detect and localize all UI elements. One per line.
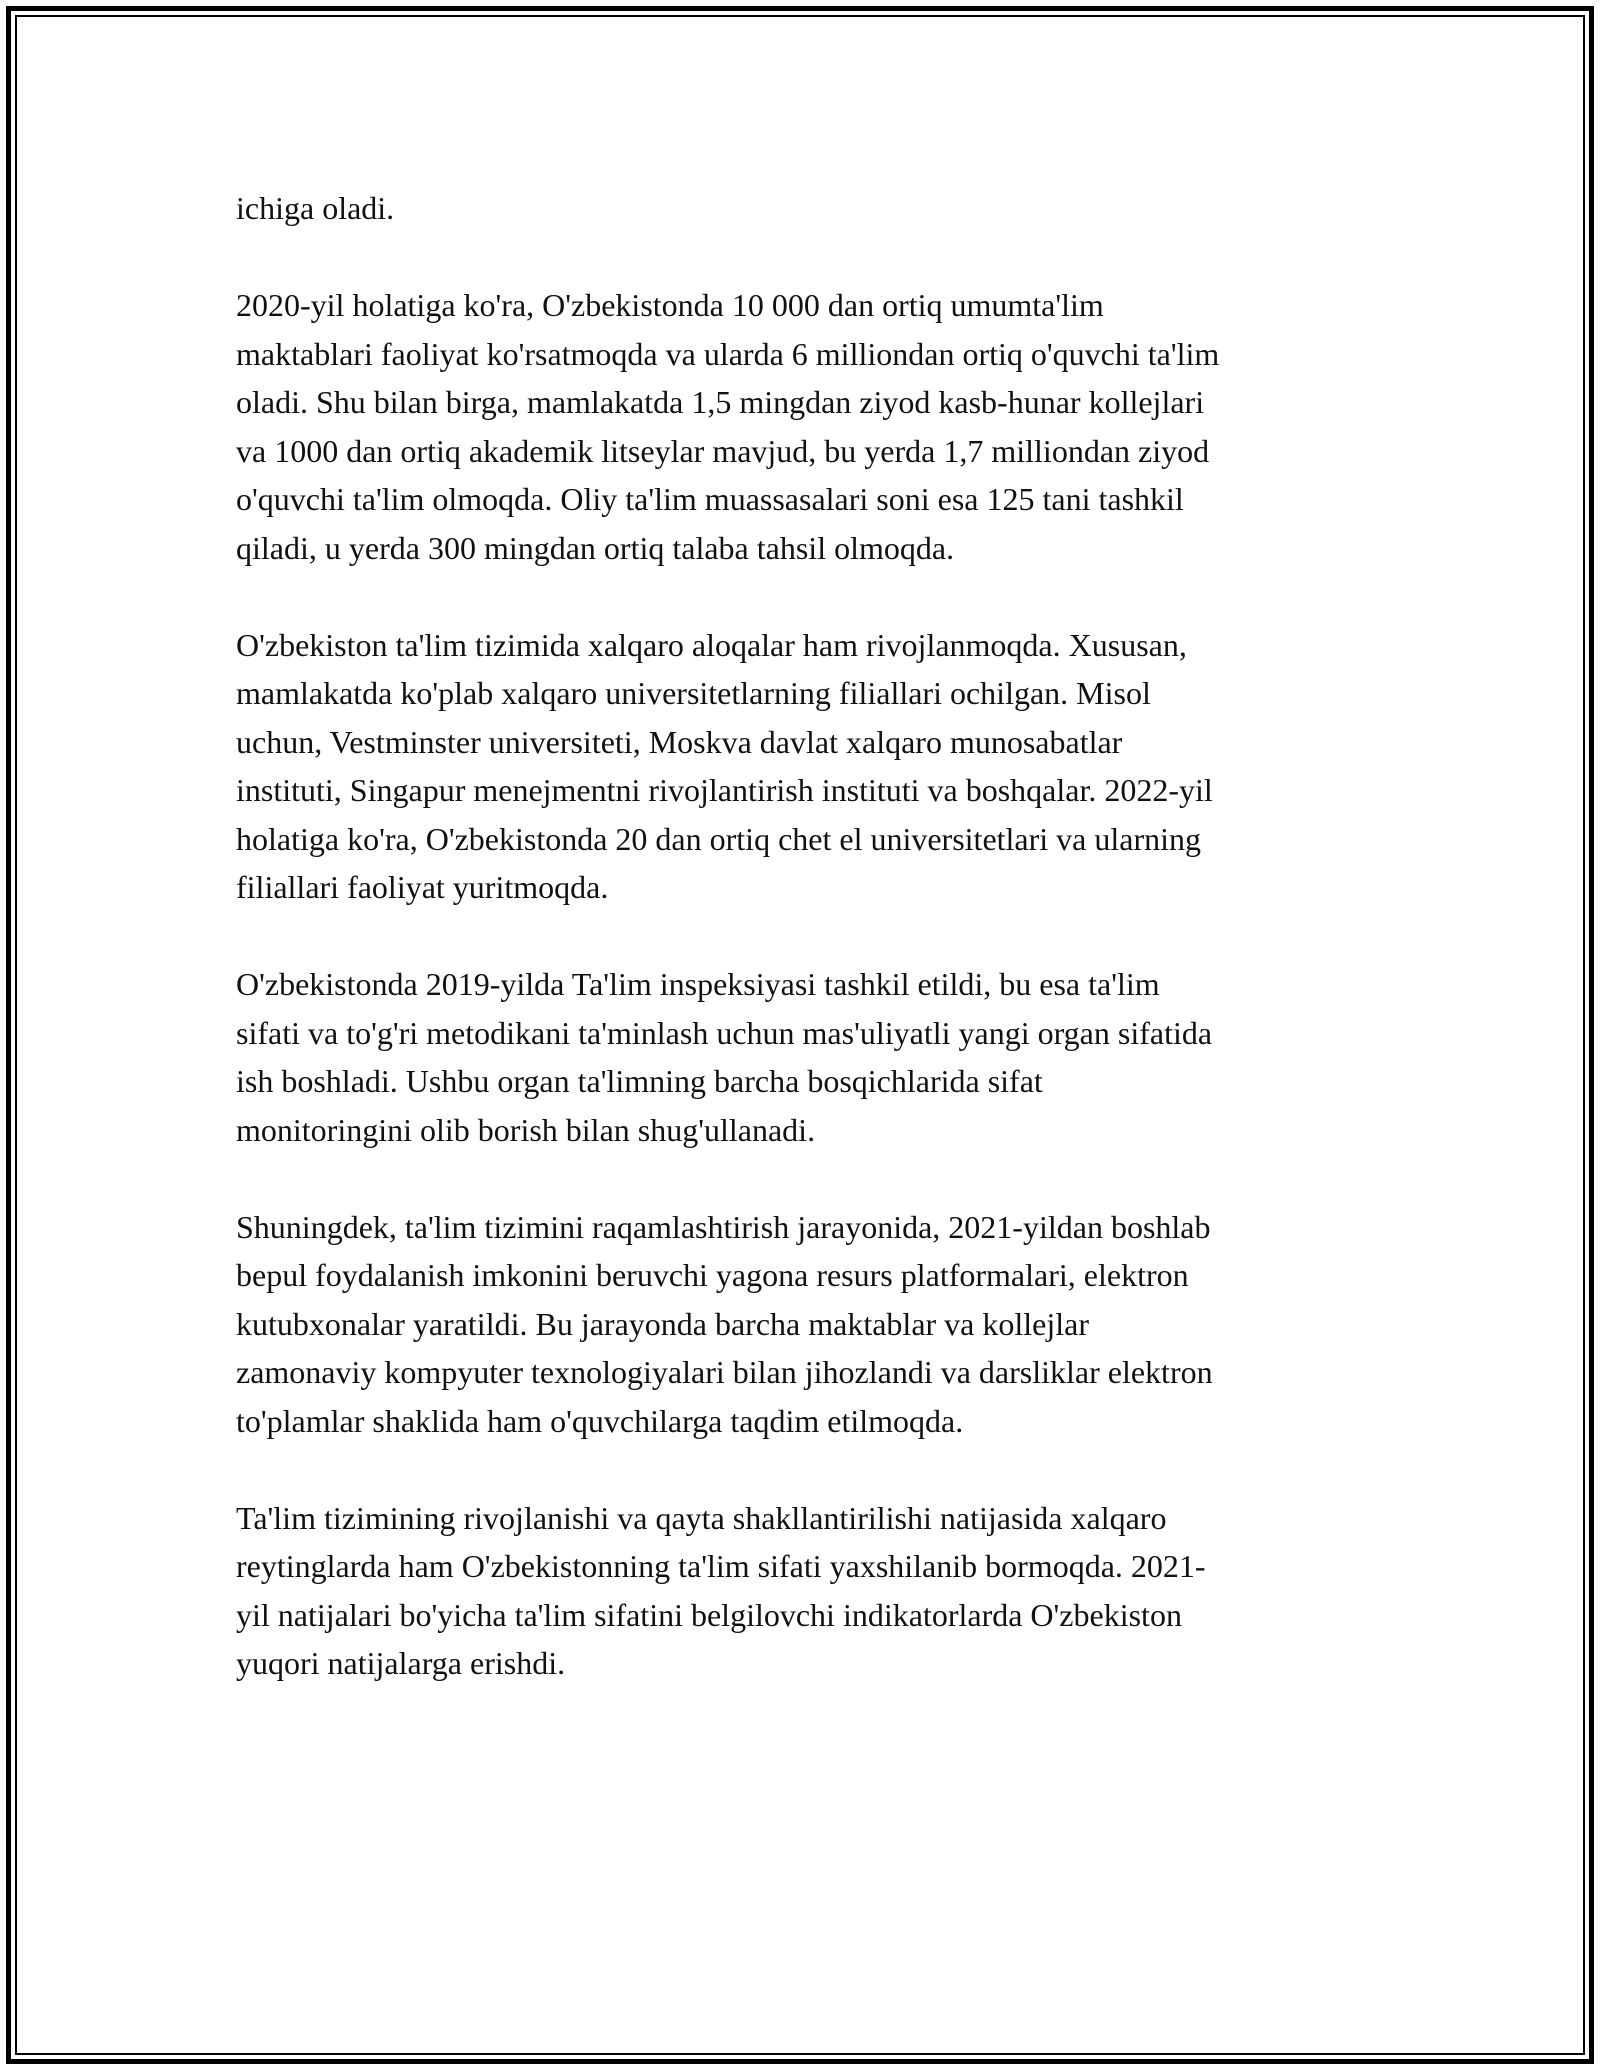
- document-body: [236, 184, 1376, 1736]
- text-line: kutubxonalar yaratildi. Bu jarayonda barcha maktablar va kollejlar: [236, 1305, 1089, 1342]
- text-line: Ta'lim tizimining rivojlanishi va qayta shakllantirilishi natijasida xalqaro: [236, 1499, 1167, 1536]
- text-line: holatiga ko'ra, O'zbekistonda 20 dan ortiq chet el universitetlari va ularning: [236, 820, 1202, 857]
- text-line: ichiga oladi.: [236, 190, 395, 226]
- text-line: to'plamlar shaklida ham o'quvchilarga taqdim etilmoqda.: [236, 1402, 964, 1439]
- text-line: sifati va to'g'ri metodikani ta'minlash uchun mas'uliyatli yangi organ sifatida: [236, 1014, 1213, 1051]
- text-line: oladi. Shu bilan birga, mamlakatda 1,5 mingdan ziyod kasb-hunar kollejlari: [236, 384, 1205, 420]
- text-line: monitoringini olib borish bilan shug'ullanadi.: [236, 1111, 816, 1148]
- text-line: bepul foydalanish imkonini beruvchi yagona resurs platformalari, elektron: [236, 1257, 1189, 1293]
- text-line: Shuningdek, ta'lim tizimini raqamlashtirish jarayonida, 2021-yildan boshlab: [236, 1208, 1211, 1245]
- text-line: 2020-yil holatiga ko'ra, O'zbekistonda 10 000 dan ortiq umumta'lim: [236, 287, 1104, 323]
- text-line: reytinglarda ham O'zbekistonning ta'lim sifati yaxshilanib bormoqda. 2021-: [236, 1548, 1206, 1584]
- paragraph-1: [236, 184, 1376, 233]
- text-line: O'zbekistonda 2019-yilda Ta'lim inspeksiyasi tashkil etildi, bu esa ta'lim: [236, 966, 1160, 1002]
- text-line: O'zbekiston ta'lim tizimida xalqaro aloqalar ham rivojlanmoqda. Xususan,: [236, 626, 1187, 663]
- text-line: va 1000 dan ortiq akademik litseylar mavjud, bu yerda 1,7 milliondan ziyod: [236, 432, 1210, 469]
- text-line: maktablari faoliyat ko'rsatmoqda va ularda 6 milliondan ortiq o'quvchi ta'lim: [236, 335, 1220, 372]
- text-line: uchun, Vestminster universiteti, Moskva davlat xalqaro munosabatlar: [236, 723, 1123, 760]
- paragraph-4: [236, 960, 1376, 1154]
- text-line: yuqori natijalarga erishdi.: [236, 1645, 566, 1681]
- paragraph-6: [236, 1494, 1376, 1688]
- text-line: filiallari faoliyat yuritmoqda.: [236, 869, 609, 905]
- paragraph-5: [236, 1203, 1376, 1446]
- text-line: instituti, Singapur menejmentni rivojlantirish instituti va boshqalar. 2022-yil: [236, 772, 1213, 808]
- text-line: qiladi, u yerda 300 mingdan ortiq talaba tahsil olmoqda.: [236, 529, 955, 566]
- text-line: ish boshladi. Ushbu organ ta'limning barcha bosqichlarida sifat: [236, 1063, 1043, 1099]
- paragraph-2: [236, 281, 1376, 572]
- text-line: zamonaviy kompyuter texnologiyalari bilan jihozlandi va darsliklar elektron: [236, 1354, 1213, 1390]
- text-line: mamlakatda ko'plab xalqaro universitetlarning filiallari ochilgan. Misol: [236, 675, 1151, 711]
- text-line: o'quvchi ta'lim olmoqda. Oliy ta'lim muassasalari soni esa 125 tani tashkil: [236, 481, 1184, 517]
- text-line: yil natijalari bo'yicha ta'lim sifatini belgilovchi indikatorlarda O'zbekiston: [236, 1596, 1182, 1633]
- paragraph-3: [236, 621, 1376, 912]
